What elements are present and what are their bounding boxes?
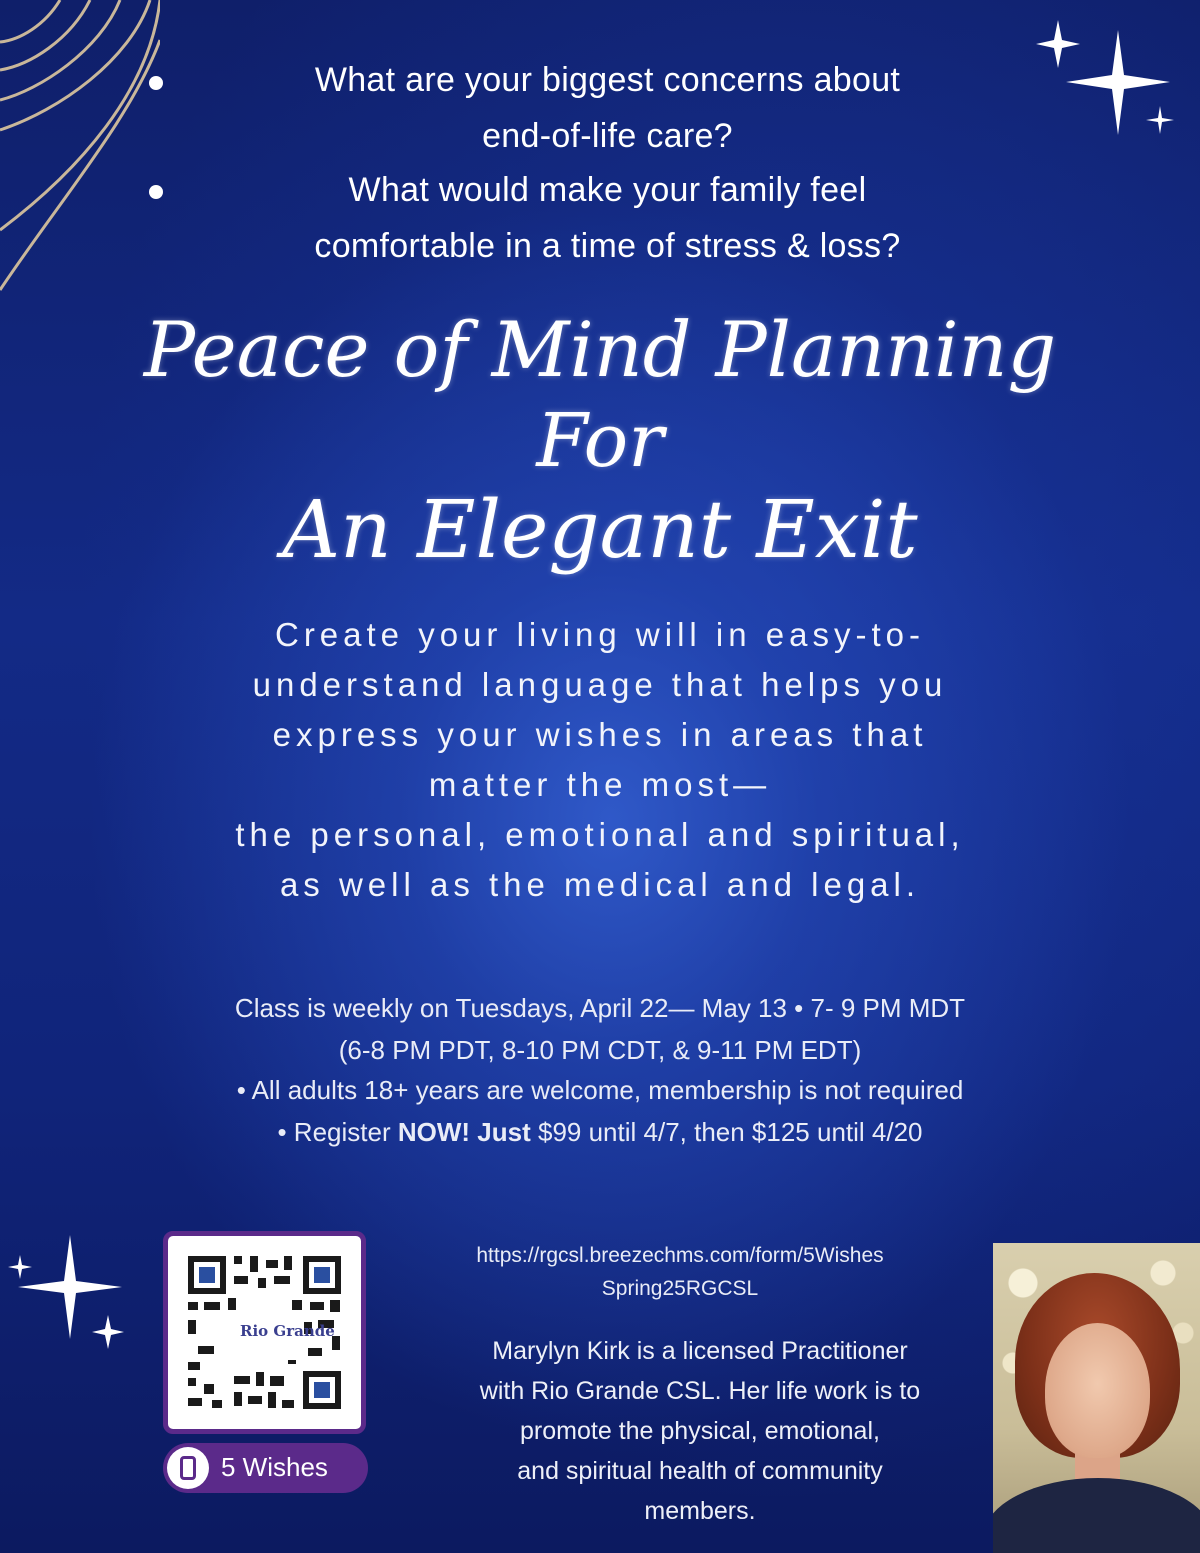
question-1-line-2: end-of-life care?	[482, 117, 733, 155]
class-timezones: (6-8 PM PDT, 8-10 PM CDT, & 9-11 PM EDT)	[338, 1035, 862, 1065]
class-registration	[60, 1112, 1140, 1153]
five-wishes-badge[interactable]	[163, 1443, 368, 1493]
five-wishes-label: 5 Wishes	[221, 1452, 328, 1482]
description-line-1: Create your living will in easy-to-	[274, 616, 925, 653]
description-line-6: as well as the medical and legal.	[279, 866, 921, 903]
register-just: Just	[470, 1117, 538, 1147]
register-prefix: • Register	[277, 1117, 398, 1147]
sparkle-icon-cluster-bottom	[0, 1225, 140, 1365]
bullet-dot	[149, 76, 163, 90]
bio-line-1: Marylyn Kirk is a licensed Practitioner	[492, 1337, 908, 1365]
registration-url-line-1[interactable]: https://rgcsl.breezechms.com/form/5Wishes	[476, 1244, 884, 1267]
description-line-4: matter the most—	[428, 766, 772, 803]
page-title-line-3: An Elegant Exit	[282, 483, 918, 576]
qr-code[interactable]	[163, 1231, 366, 1434]
decorative-arcs	[0, 0, 160, 300]
presenter-photo	[993, 1243, 1200, 1553]
bio-line-2: with Rio Grande CSL. Her life work is to	[479, 1377, 921, 1405]
register-now: NOW!	[397, 1117, 471, 1147]
description-line-3: express your wishes in areas that	[272, 716, 928, 753]
question-2-line-2: comfortable in a time of stress & loss?	[314, 227, 901, 265]
bullet-dot	[149, 185, 163, 199]
class-eligibility: • All adults 18+ years are welcome, membership is not required	[236, 1075, 964, 1105]
question-2-line-1: What would make your family feel	[348, 171, 867, 209]
page-title-line-1: Peace of Mind Planning	[143, 305, 1057, 394]
class-schedule: Class is weekly on Tuesdays, April 22— May 13 • 7- 9 PM MDT	[234, 993, 966, 1023]
page-title-line-2: For	[536, 398, 664, 484]
bio-line-5: members.	[644, 1497, 756, 1525]
description-line-2: understand language that helps you	[252, 666, 948, 703]
phone-icon	[167, 1447, 209, 1489]
question-1-line-1: What are your biggest concerns about	[314, 61, 901, 99]
bio-line-4: and spiritual health of community	[517, 1457, 883, 1485]
registration-url-line-2[interactable]: Spring25RGCSL	[601, 1277, 759, 1300]
bio-line-3: promote the physical, emotional,	[520, 1417, 880, 1445]
qr-logo-text: Rio Grande	[240, 1322, 335, 1340]
register-price: $99 until 4/7, then $125 until 4/20	[537, 1117, 923, 1147]
sparkle-icon-cluster-top	[1020, 10, 1190, 160]
description-line-5: the personal, emotional and spiritual,	[235, 816, 965, 853]
qr-code-pattern	[168, 1236, 361, 1429]
